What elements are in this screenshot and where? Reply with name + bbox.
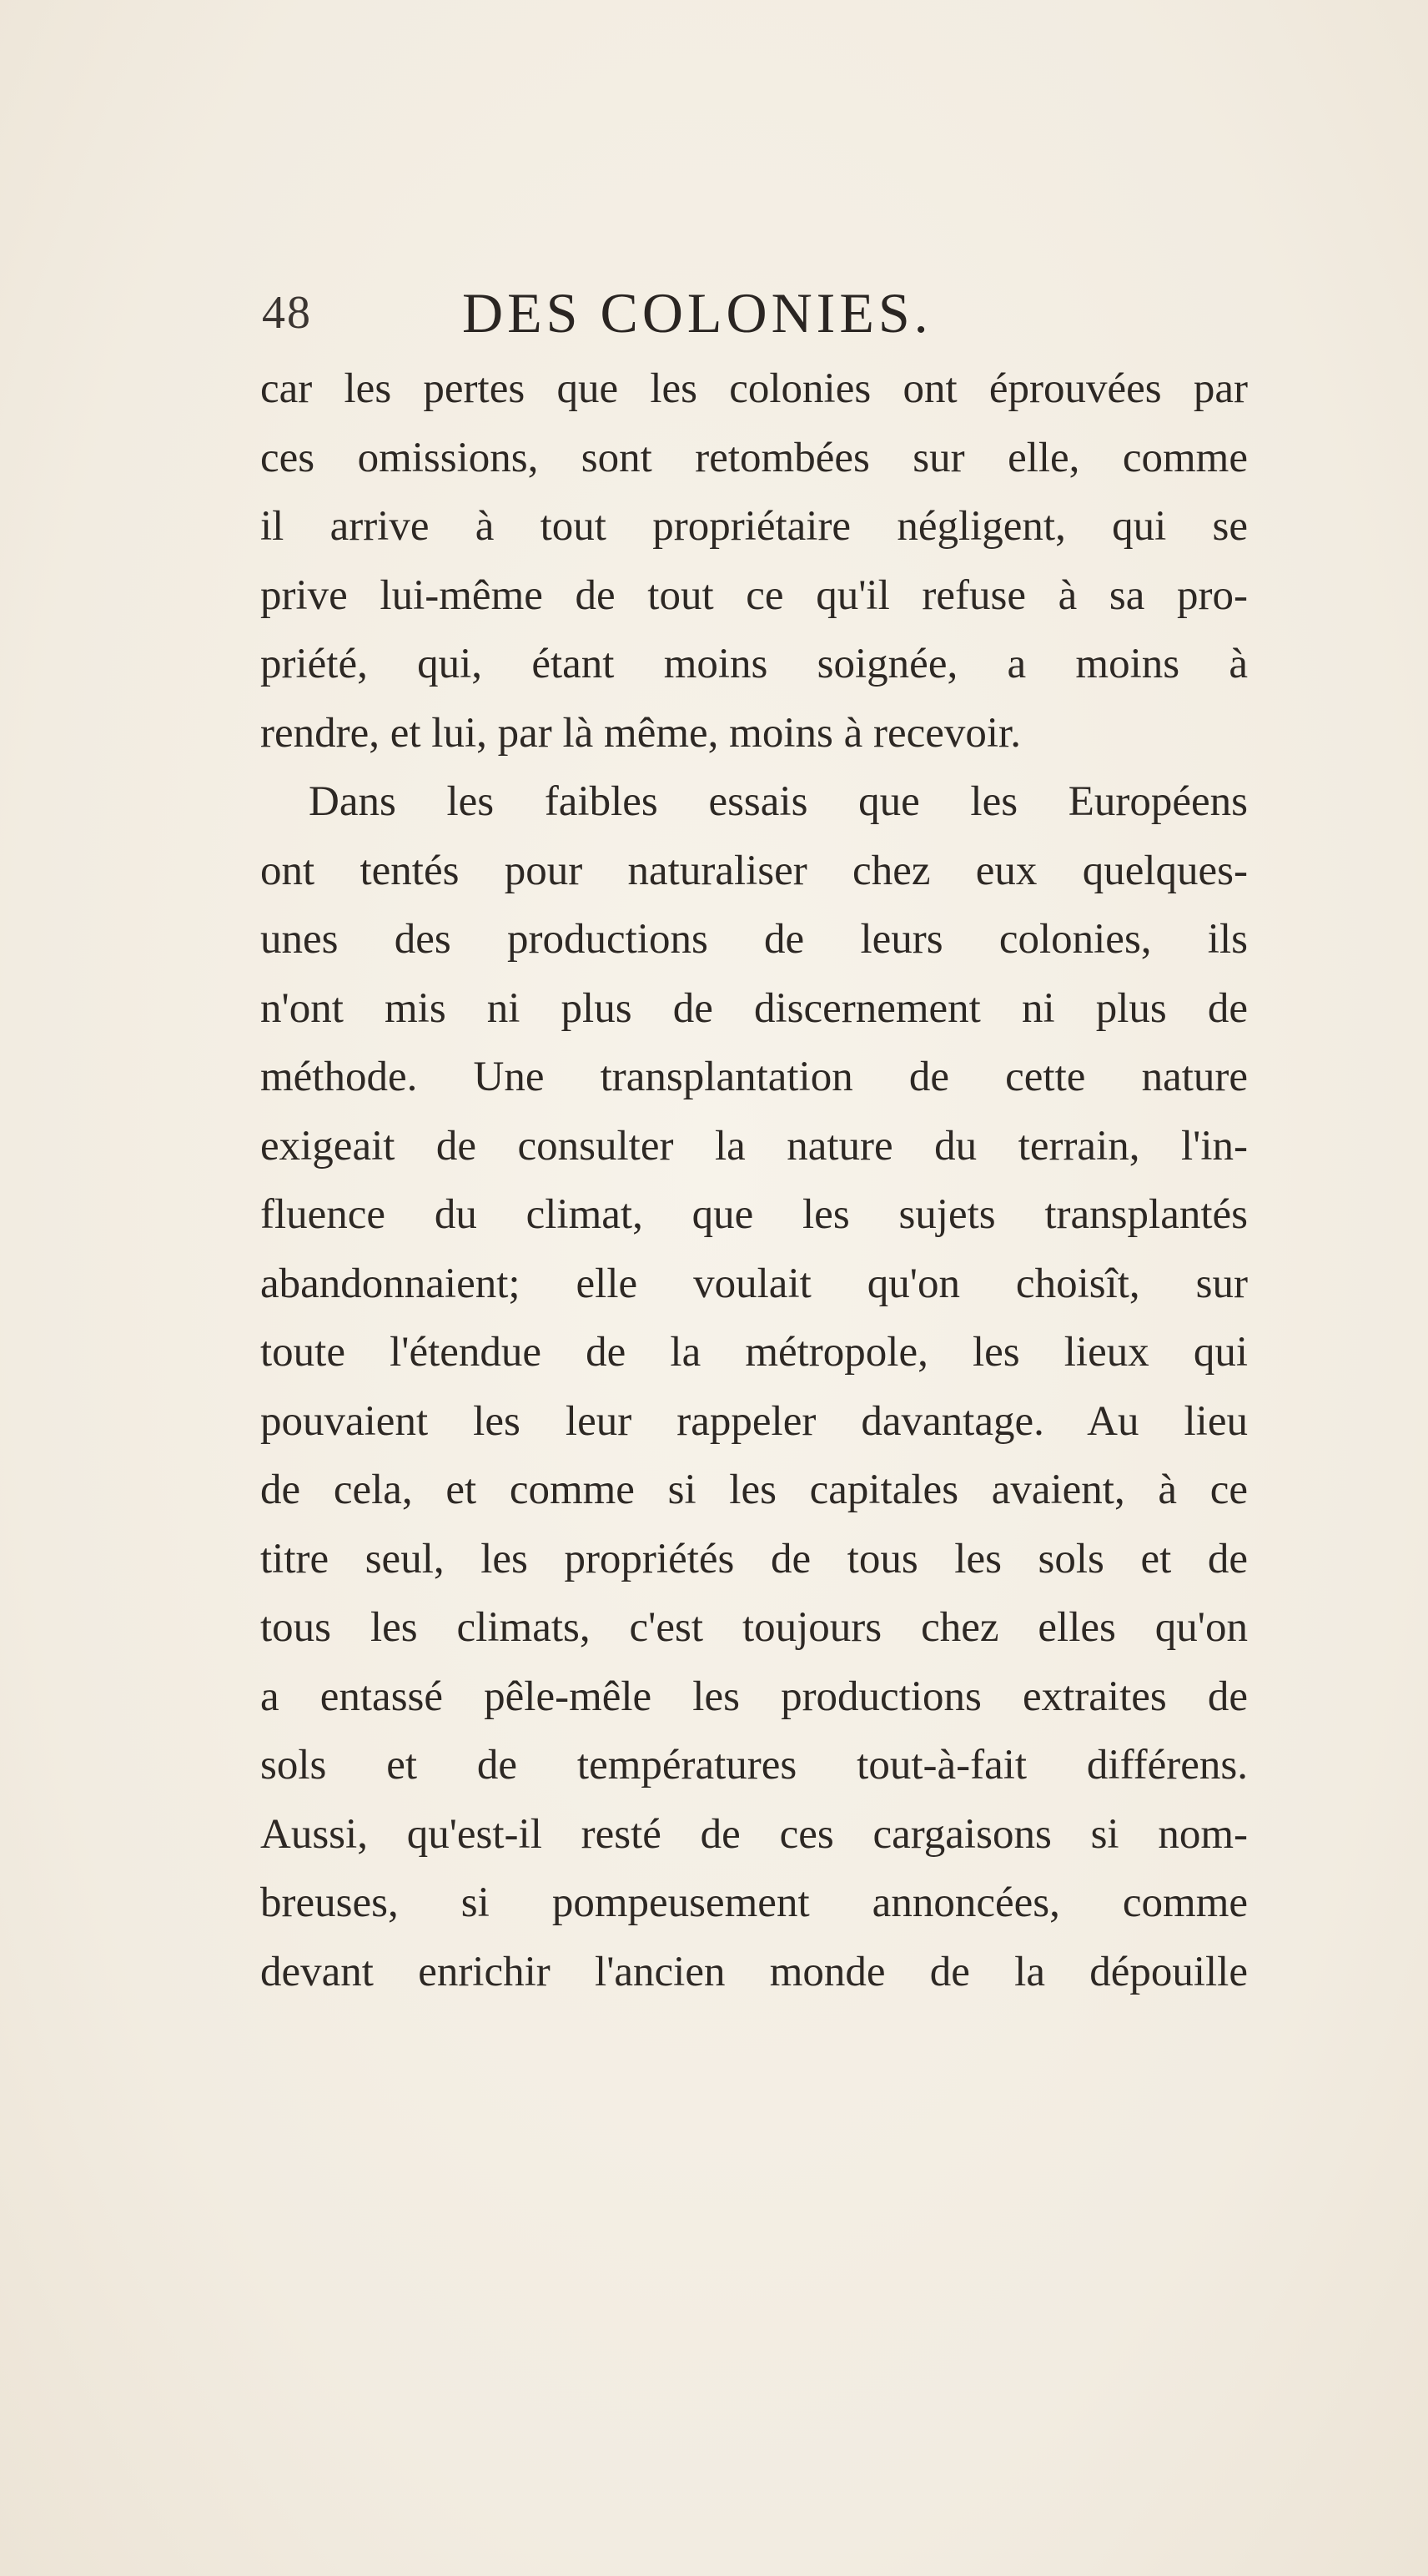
- text-line: car les pertes que les colonies ont éprouvées par: [260, 365, 1248, 412]
- text-line: méthode. Une transplantation de cette nature: [260, 1054, 1248, 1100]
- paragraph-start-line: Dans les faibles essais que les Européens: [309, 778, 1248, 825]
- text-line: pouvaient les leur rappeler davantage. Au lieu: [260, 1397, 1248, 1445]
- text-line: breuses, si pompeusement annoncées, comme: [260, 1879, 1248, 1926]
- text-line: devant enrichir l'ancien monde de la dépouille: [260, 1948, 1248, 1995]
- text-line: de cela, et comme si les capitales avaient, à ce: [260, 1467, 1248, 1513]
- text-line: ces omissions, sont retombées sur elle, comme: [260, 434, 1248, 481]
- text-line: a entassé pêle-mêle les productions extraites de: [260, 1673, 1248, 1720]
- text-line: tous les climats, c'est toujours chez elles qu'on: [260, 1604, 1248, 1651]
- running-head: DES COLONIES.: [462, 281, 933, 345]
- text-line: sols et de températures tout-à-fait différens.: [260, 1742, 1248, 1789]
- text-line: Aussi, qu'est-il resté de ces cargaisons si nom-: [260, 1810, 1248, 1858]
- text-line: exigeait de consulter la nature du terrain, l'in-: [260, 1122, 1248, 1170]
- text-line: il arrive à tout propriétaire négligent, qui se: [260, 503, 1248, 550]
- text-line: prive lui-même de tout ce qu'il refuse à sa pro-: [260, 571, 1248, 619]
- text-line: titre seul, les propriétés de tous les sols et de: [260, 1535, 1248, 1582]
- text-line: abandonnaient; elle voulait qu'on choisît, sur: [260, 1260, 1248, 1307]
- text-line: fluence du climat, que les sujets transplantés: [260, 1191, 1248, 1238]
- body-text: [260, 355, 1248, 2006]
- text-line: toute l'étendue de la métropole, les lieux qui: [260, 1329, 1248, 1376]
- text-line: rendre, et lui, par là même, moins à recevoir.: [260, 709, 1021, 757]
- text-line: n'ont mis ni plus de discernement ni plus de: [260, 984, 1248, 1032]
- page-number: 48: [262, 287, 312, 339]
- text-line: priété, qui, étant moins soignée, a moins à: [260, 641, 1248, 687]
- page-header: [250, 275, 1234, 350]
- text-line: ont tentés pour naturaliser chez eux quelques-: [260, 847, 1248, 894]
- text-line: unes des productions de leurs colonies, ils: [260, 916, 1248, 963]
